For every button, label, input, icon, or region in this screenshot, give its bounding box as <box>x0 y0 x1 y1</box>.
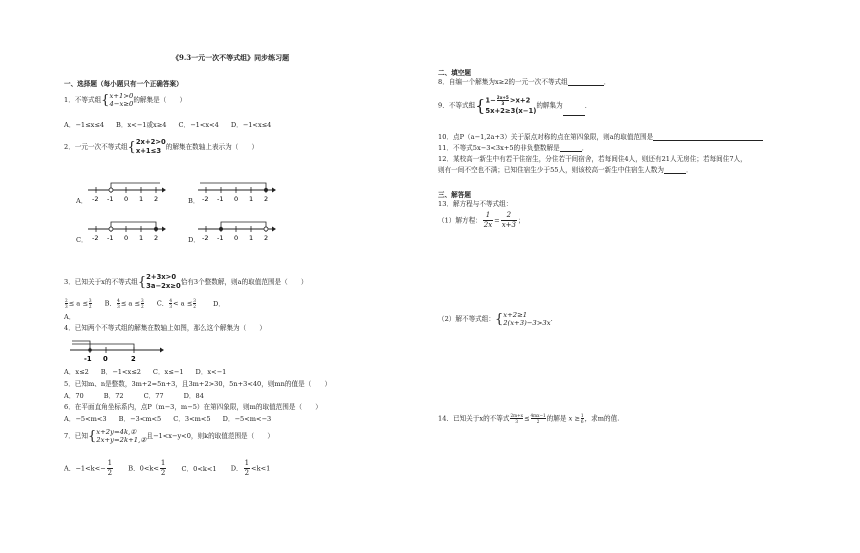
brace-icon: { <box>137 274 147 290</box>
brace-icon: { <box>127 139 136 155</box>
question-7 <box>64 428 274 444</box>
q2-numberline-d <box>196 219 276 243</box>
tick: -1 <box>107 195 114 203</box>
tick: 2 <box>264 195 269 203</box>
question-13: 13．解方程与不等式组： <box>438 200 513 208</box>
q4-option-a[interactable]: A．x≤2 <box>64 368 89 376</box>
q1-option-c[interactable]: C．−1<x<4 <box>178 121 219 129</box>
q13-2-line1: x+2≥1 <box>503 311 528 319</box>
q3-label-b: B． <box>104 299 117 308</box>
question-1 <box>64 92 186 108</box>
q11-end: ． <box>581 144 589 152</box>
q6-options <box>64 415 283 423</box>
question-10 <box>438 133 763 141</box>
q2-line1: 2x+2>0 <box>135 138 166 146</box>
tick: -2 <box>92 195 99 203</box>
tick: 1 <box>249 234 254 242</box>
q7-line1: x+2y=4k,① <box>96 428 137 436</box>
q1-option-a[interactable]: A．−1≤x≤4 <box>64 121 105 129</box>
section-fill-heading: 二、填空题 <box>438 69 471 77</box>
tick: 0 <box>234 195 239 203</box>
question-14: 14．已知关于x的不等式 $\frac{2m+x}{3}$ ≤ $\frac{4mx-1}{2}$ 的解是 x ≥ $\frac{1}{6}$ ，求m的值. <box>438 413 620 424</box>
q6-option-c[interactable]: C．3<m<5 <box>173 415 211 423</box>
q13-part-1: （1）解方程： $\frac{1}{2x}$ = $\frac{2}{x+3}$ ； <box>438 211 525 229</box>
brace-icon: { <box>87 428 97 444</box>
q2-suffix: 的解集在数轴上表示为（ ） <box>165 143 259 151</box>
q3-option-d[interactable]: D． <box>213 299 225 308</box>
q3-system <box>146 273 181 291</box>
q3-prefix: 3．已知关于x的不等式组 <box>64 278 138 286</box>
q13-part-2: （2）解不等式组：{ x+2≥1 2(x+3)−3>3x . <box>438 311 553 327</box>
tick: 1 <box>139 195 144 203</box>
question-3 <box>64 273 308 291</box>
q6-option-d[interactable]: D．−5<m<−3 <box>222 415 272 423</box>
q2-system <box>136 138 166 156</box>
q5-option-c[interactable]: C．77 <box>143 392 164 400</box>
section-answer-heading: 三、解答题 <box>438 191 471 199</box>
question-2 <box>64 138 258 156</box>
q12-text: 则有一间不空也不满；已知住宿生少于55人，则该校高一新生中住宿生人数为 <box>438 166 664 174</box>
q1-option-d[interactable]: D．−1<x≤4 <box>230 121 272 129</box>
q13-2-system <box>503 311 550 327</box>
q5-option-d[interactable]: D．84 <box>183 392 204 400</box>
q9-system: 1− $\frac{2x+5}{3}$ >x+2 5x+2≥3(x−1) <box>485 95 537 115</box>
tick: 2 <box>264 234 269 242</box>
q3-option-a[interactable]: $\frac{2}{3}$ ≤ a ≤ $\frac{3}{2}$ <box>65 298 92 309</box>
q7-option-a[interactable]: A．−1<k<− $\frac{1}{2}$ <box>64 459 113 477</box>
brace-icon: { <box>101 92 110 108</box>
q5-options <box>64 392 216 400</box>
q7-line2: 2x+y=2k+1,② <box>96 436 147 444</box>
q3-line2: 3a−2x≥0 <box>146 282 181 290</box>
tick: 0 <box>124 195 129 203</box>
question-8 <box>438 78 610 86</box>
q7-prefix: 7．已知 <box>64 432 88 440</box>
q4-options <box>64 368 238 376</box>
q3-label-c: C． <box>156 299 169 308</box>
q4-option-c[interactable]: C．x≤−1 <box>152 368 184 376</box>
q4-option-b[interactable]: B．−1<x≤2 <box>100 368 141 376</box>
q7-option-b[interactable]: B．0<k< $\frac{1}{2}$ <box>128 459 166 477</box>
q8-answer-blank[interactable] <box>568 79 604 86</box>
q8-end: ． <box>603 78 611 86</box>
q14-prefix: 14．已知关于x的不等式 <box>438 414 510 423</box>
tick: 2 <box>154 195 159 203</box>
q11-answer-blank[interactable] <box>560 145 582 152</box>
q2-label-c[interactable]: C． <box>76 236 88 244</box>
q10-answer-blank[interactable] <box>653 134 763 141</box>
tick: -2 <box>202 234 209 242</box>
q9-answer-blank[interactable] <box>563 109 585 116</box>
tick: 2 <box>131 355 136 362</box>
tick: 1 <box>139 234 144 242</box>
q13-1-label: （1）解方程： <box>438 216 482 225</box>
q1-line2: 4−x≥0 <box>109 100 134 108</box>
tick: 0 <box>124 234 129 242</box>
tick: -1 <box>84 355 92 362</box>
q2-numberline-b <box>196 180 276 204</box>
q9-end: ． <box>584 101 592 110</box>
section-choice-heading: 一、选择题（每小题只有一个正确答案） <box>64 80 183 88</box>
tick: -1 <box>217 195 224 203</box>
q9-prefix: 9．不等式组 <box>438 101 476 110</box>
q1-option-b[interactable]: B．x<−1或x≥4 <box>116 121 167 129</box>
q1-options <box>64 121 283 129</box>
q7-options <box>64 459 282 478</box>
q1-system <box>109 92 133 108</box>
question-9 <box>438 95 591 116</box>
q10-text: 10．点P（a−1,2a+3）关于原点对称的点在第四象限，则a的取值范围是 <box>438 133 654 141</box>
q4-numberline <box>68 338 164 362</box>
q1-suffix: 的解集是（ ） <box>133 96 187 104</box>
page-title: 《9.3一元一次不等式组》同步练习题 <box>172 53 290 62</box>
tick: -2 <box>92 234 99 242</box>
q3-line1: 2+3x>0 <box>146 273 177 281</box>
q7-option-d[interactable]: D． $\frac{1}{2}$ <k<1 <box>230 459 271 477</box>
q7-suffix: 且−1<x−y<0，则k的取值范围是（ ） <box>146 432 275 440</box>
q5-option-a[interactable]: A．70 <box>64 392 84 400</box>
q2-numberline-a <box>86 180 166 204</box>
question-12-line-1: 12．某校高一新生中有若干住宿生，分住若干间宿舍，若每间住4人，则还有21人无房住；若每间住7人， <box>438 155 747 163</box>
q1-prefix: 1．不等式组 <box>64 96 102 104</box>
tick: 0 <box>103 355 108 362</box>
q13-2-line2: 2(x+3)−3>3x <box>503 319 551 327</box>
q3-option-c[interactable]: $\frac{4}{3}$ < a ≤ $\frac{3}{2}$ <box>169 298 196 309</box>
q1-line1: x+1>0 <box>109 92 134 100</box>
q9-suffix: 的解集为 <box>536 101 563 110</box>
q6-option-a[interactable]: A．−5<m<3 <box>64 415 107 423</box>
tick: 2 <box>154 234 159 242</box>
question-5: 5．已知m、n是整数，3m+2=5n+3，且3m+2>30，5n+3<40，则mn的值是（ ） <box>64 380 332 388</box>
q13-2-label: （2）解不等式组： <box>438 315 495 323</box>
q2-prefix: 2．一元一次不等式组 <box>64 143 128 151</box>
q4-option-d[interactable]: D．x<−1 <box>195 368 227 376</box>
q2-label-a[interactable]: A． <box>76 197 88 205</box>
q7-system <box>96 428 146 444</box>
q8-text: 8．自编一个解集为x≥2的一元一次不等式组 <box>438 78 568 86</box>
q5-option-b[interactable]: B．72 <box>103 392 124 400</box>
q7-option-c[interactable]: C．0<k<1 <box>181 464 217 473</box>
tick: -1 <box>217 234 224 242</box>
tick: -1 <box>107 234 114 242</box>
tick: 0 <box>234 234 239 242</box>
q2-label-d[interactable]: D． <box>188 236 200 244</box>
brace-icon: { <box>475 95 486 115</box>
question-6: 6．在平面直角坐标系内，点P（m−3，m−5）在第四象限，则m的取值范围是（ ） <box>64 403 322 411</box>
question-12-line-2 <box>438 166 693 174</box>
tick: 1 <box>249 195 254 203</box>
q9-line2: 5x+2≥3(x−1) <box>485 106 537 115</box>
question-11 <box>438 144 588 152</box>
q12-answer-blank[interactable] <box>664 167 686 174</box>
q2-numberline-c <box>86 219 166 243</box>
q3-suffix: 恰有3个整数解，则a的取值范围是（ ） <box>180 278 308 286</box>
tick: -2 <box>202 195 209 203</box>
q3-options <box>64 298 237 309</box>
brace-icon: { <box>494 311 504 327</box>
q6-option-b[interactable]: B．−3<m<5 <box>118 415 162 423</box>
q12-end: ． <box>685 166 693 174</box>
q3-option-b[interactable]: $\frac{4}{3}$ ≤ a ≤ $\frac{3}{2}$ <box>117 298 144 309</box>
q3-label-a: A． <box>64 313 76 321</box>
q2-line2: x+1≤3 <box>135 147 162 155</box>
q2-label-b[interactable]: B． <box>188 197 200 205</box>
q11-text: 11．不等式5x−3<3x+5的非负整数解是 <box>438 144 560 152</box>
question-4: 4．已知两个不等式组的解集在数轴上如图，那么这个解集为（ ） <box>64 324 267 332</box>
